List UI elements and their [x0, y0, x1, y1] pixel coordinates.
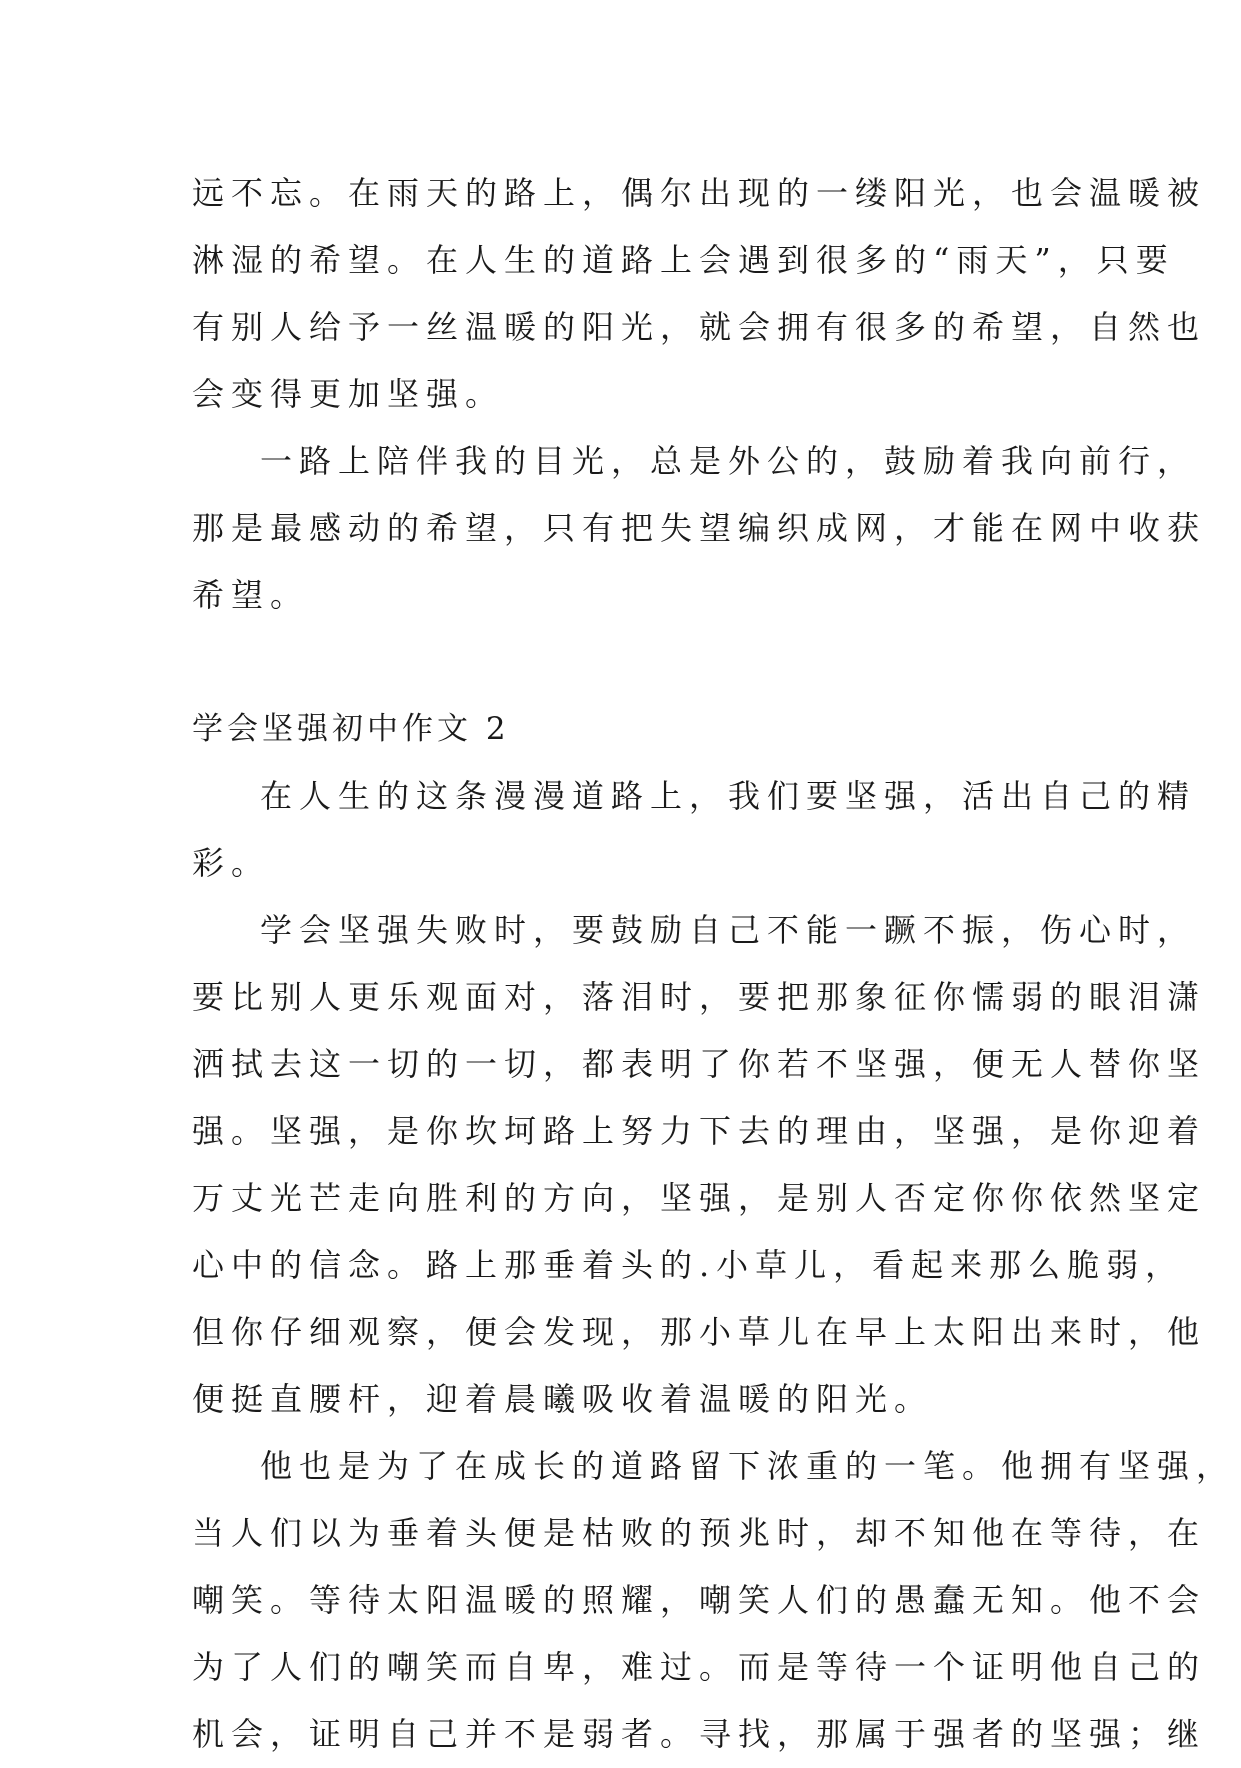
text-line: 洒拭去这一切的一切，都表明了你若不坚强，便无人替你坚 [192, 1045, 1207, 1083]
text-line: 嘲笑。等待太阳温暖的照耀，嘲笑人们的愚蠢无知。他不会 [192, 1581, 1207, 1619]
text-line: 在人生的这条漫漫道路上，我们要坚强，活出自己的精 [260, 777, 1197, 815]
text-line: 心中的信念。路上那垂着头的.小草儿，看起来那么脆弱， [192, 1246, 1185, 1284]
text-line: 为了人们的嘲笑而自卑，难过。而是等待一个证明他自己的 [192, 1648, 1207, 1686]
text-line: 那是最感动的希望，只有把失望编织成网，才能在网中收获 [192, 509, 1207, 547]
text-line: 他也是为了在成长的道路留下浓重的一笔。他拥有坚强， [260, 1447, 1236, 1485]
section-title: 学会坚强初中作文 2 [192, 711, 510, 747]
text-line: 学会坚强失败时，要鼓励自己不能一蹶不振，伤心时， [260, 911, 1197, 949]
paragraph [192, 428, 1207, 629]
text-line: 会变得更加坚强。 [192, 375, 505, 413]
document-page [192, 160, 1236, 1768]
text-line: 希望。 [192, 576, 310, 614]
text-line: 便挺直腰杆，迎着晨曦吸收着温暖的阳光。 [192, 1380, 934, 1418]
text-line: 机会，证明自己并不是弱者。寻找，那属于强者的坚强；继 [192, 1715, 1207, 1753]
blank-line [192, 629, 1064, 696]
text-line: 远不忘。在雨天的路上，偶尔出现的一缕阳光，也会温暖被 [192, 174, 1207, 212]
paragraph-continuation [192, 160, 1207, 428]
text-line: 万丈光芒走向胜利的方向，坚强，是别人否定你你依然坚定 [192, 1179, 1207, 1217]
paragraph [192, 763, 1197, 897]
text-line: 淋湿的希望。在人生的道路上会遇到很多的“雨天”，只要 [192, 241, 1175, 279]
text-line: 但你仔细观察，便会发现，那小草儿在早上太阳出来时，他 [192, 1313, 1207, 1351]
paragraph [192, 1433, 1236, 1768]
text-line: 强。坚强，是你坎坷路上努力下去的理由，坚强，是你迎着 [192, 1112, 1207, 1150]
text-line: 一路上陪伴我的目光，总是外公的，鼓励着我向前行， [260, 442, 1197, 480]
text-line: 要比别人更乐观面对，落泪时，要把那象征你懦弱的眼泪潇 [192, 978, 1207, 1016]
text-line: 彩。 [192, 844, 271, 882]
paragraph [192, 897, 1207, 1433]
text-line: 当人们以为垂着头便是枯败的预兆时，却不知他在等待，在 [192, 1514, 1207, 1552]
text-line: 有别人给予一丝温暖的阳光，就会拥有很多的希望，自然也 [192, 308, 1207, 346]
